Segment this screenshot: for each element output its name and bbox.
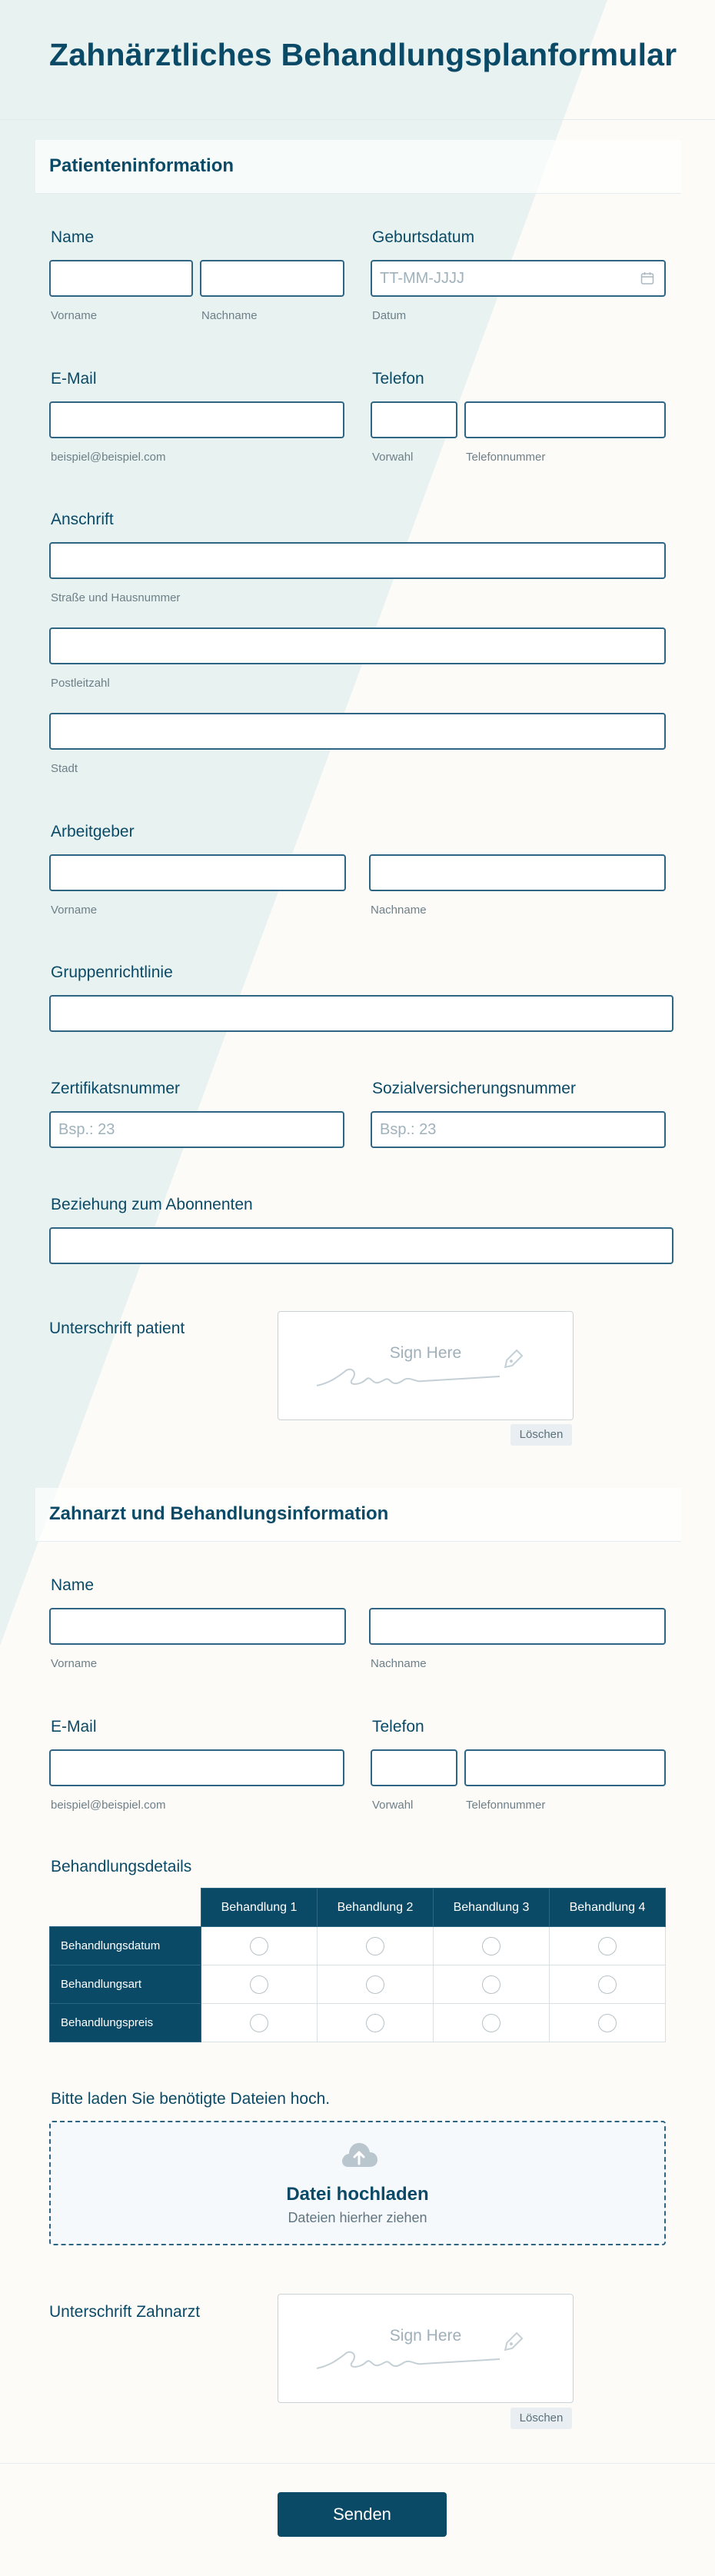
matrix-radio[interactable] bbox=[366, 1975, 384, 1994]
dentist-first-name-input[interactable] bbox=[49, 1608, 346, 1645]
table-row bbox=[50, 2004, 666, 2042]
dentist-signature-pad[interactable] bbox=[278, 2294, 574, 2403]
patient-last-name-sublabel: Nachname bbox=[201, 309, 258, 322]
patient-section-title: Patienteninformation bbox=[49, 155, 234, 176]
birthdate-sublabel: Datum bbox=[372, 309, 407, 322]
matrix-radio[interactable] bbox=[598, 1937, 617, 1955]
matrix-row-header: Behandlungsart bbox=[50, 1965, 201, 2004]
calendar-icon[interactable] bbox=[640, 271, 654, 285]
matrix-radio[interactable] bbox=[598, 2014, 617, 2032]
matrix-corner bbox=[50, 1889, 201, 1927]
dentist-email-input[interactable] bbox=[49, 1749, 344, 1786]
zip-input[interactable] bbox=[49, 627, 666, 664]
patient-email-sublabel: beispiel@beispiel.com bbox=[51, 451, 166, 464]
certificate-label: Zertifikatsnummer bbox=[51, 1080, 181, 1097]
patient-signature-pad[interactable] bbox=[278, 1311, 574, 1420]
patient-area-code-sublabel: Vorwahl bbox=[372, 451, 414, 464]
matrix-radio[interactable] bbox=[482, 2014, 500, 2032]
matrix-radio[interactable] bbox=[250, 2014, 268, 2032]
upload-title: Datei hochladen bbox=[286, 2184, 429, 2205]
dentist-phone-number-sublabel: Telefonnummer bbox=[466, 1799, 546, 1812]
patient-phone-number-input[interactable] bbox=[464, 401, 666, 438]
certificate-input[interactable] bbox=[49, 1111, 344, 1148]
group-policy-label: Gruppenrichtlinie bbox=[51, 964, 173, 981]
dentist-last-name-sublabel: Nachname bbox=[371, 1657, 427, 1670]
patient-email-input[interactable] bbox=[49, 401, 344, 438]
patient-section-header bbox=[35, 140, 681, 194]
matrix-radio[interactable] bbox=[366, 1937, 384, 1955]
matrix-radio[interactable] bbox=[482, 1975, 500, 1994]
matrix-row-header: Behandlungsdatum bbox=[50, 1927, 201, 1965]
address-label: Anschrift bbox=[51, 511, 114, 528]
dentist-email-sublabel: beispiel@beispiel.com bbox=[51, 1799, 166, 1812]
dentist-name-label: Name bbox=[51, 1576, 95, 1594]
upload-label: Bitte laden Sie benötigte Dateien hoch. bbox=[51, 2090, 331, 2108]
relationship-input[interactable] bbox=[49, 1227, 673, 1264]
upload-subtitle: Dateien hierher ziehen bbox=[288, 2210, 427, 2225]
cloud-upload-icon bbox=[339, 2139, 379, 2170]
patient-first-name-sublabel: Vorname bbox=[51, 309, 98, 322]
matrix-radio[interactable] bbox=[250, 1975, 268, 1994]
employer-first-name-input[interactable] bbox=[49, 854, 346, 891]
matrix-column-header: Behandlung 4 bbox=[550, 1889, 666, 1927]
dentist-first-name-sublabel: Vorname bbox=[51, 1657, 98, 1670]
matrix-column-header: Behandlung 1 bbox=[201, 1889, 318, 1927]
matrix-radio[interactable] bbox=[598, 1975, 617, 1994]
matrix-row-header: Behandlungspreis bbox=[50, 2004, 201, 2042]
patient-phone-number-sublabel: Telefonnummer bbox=[466, 451, 546, 464]
matrix-radio[interactable] bbox=[482, 1937, 500, 1955]
patient-signature-placeholder: Sign Here bbox=[389, 1344, 462, 1362]
employer-label: Arbeitgeber bbox=[51, 823, 135, 840]
patient-signature-clear-button[interactable]: Löschen bbox=[510, 1424, 572, 1446]
table-row bbox=[50, 1965, 666, 2004]
matrix-radio[interactable] bbox=[250, 1937, 268, 1955]
patient-first-name-input[interactable] bbox=[49, 260, 193, 297]
birthdate-label: Geburtsdatum bbox=[372, 228, 475, 246]
patient-email-label: E-Mail bbox=[51, 370, 97, 388]
matrix-column-header: Behandlung 2 bbox=[318, 1889, 434, 1927]
dentist-section-header bbox=[35, 1488, 681, 1542]
form-header bbox=[0, 0, 715, 120]
city-sublabel: Stadt bbox=[51, 762, 78, 775]
form-title: Zahnärztliches Behandlungsplanformular bbox=[49, 37, 677, 72]
street-sublabel: Straße und Hausnummer bbox=[51, 591, 181, 604]
patient-last-name-input[interactable] bbox=[200, 260, 344, 297]
pen-icon bbox=[315, 2325, 546, 2387]
patient-signature-label: Unterschrift patient bbox=[49, 1320, 185, 1337]
submit-button[interactable]: Senden bbox=[278, 2492, 447, 2537]
city-input[interactable] bbox=[49, 713, 666, 750]
patient-area-code-input[interactable] bbox=[371, 401, 457, 438]
matrix-column-header: Behandlung 3 bbox=[434, 1889, 550, 1927]
dentist-signature-label: Unterschrift Zahnarzt bbox=[49, 2303, 201, 2321]
table-row bbox=[50, 1927, 666, 1965]
treatment-matrix bbox=[49, 1888, 666, 2042]
patient-name-label: Name bbox=[51, 228, 95, 246]
dentist-email-label: E-Mail bbox=[51, 1718, 97, 1736]
patient-phone-label: Telefon bbox=[372, 370, 424, 388]
group-policy-input[interactable] bbox=[49, 995, 673, 1032]
dentist-area-code-input[interactable] bbox=[371, 1749, 457, 1786]
dentist-area-code-sublabel: Vorwahl bbox=[372, 1799, 414, 1812]
treatment-details-label: Behandlungsdetails bbox=[51, 1858, 192, 1875]
relationship-label: Beziehung zum Abonnenten bbox=[51, 1196, 253, 1213]
footer-divider bbox=[0, 2463, 715, 2464]
employer-first-name-sublabel: Vorname bbox=[51, 904, 98, 917]
street-input[interactable] bbox=[49, 542, 666, 579]
birthdate-input[interactable] bbox=[371, 260, 666, 297]
zip-sublabel: Postleitzahl bbox=[51, 677, 110, 690]
dentist-phone-number-input[interactable] bbox=[464, 1749, 666, 1786]
employer-last-name-sublabel: Nachname bbox=[371, 904, 427, 917]
dentist-signature-clear-button[interactable]: Löschen bbox=[510, 2408, 572, 2429]
dentist-last-name-input[interactable] bbox=[369, 1608, 666, 1645]
social-security-label: Sozialversicherungsnummer bbox=[372, 1080, 576, 1097]
matrix-radio[interactable] bbox=[366, 2014, 384, 2032]
pen-icon bbox=[315, 1343, 546, 1404]
dentist-signature-placeholder: Sign Here bbox=[389, 2327, 462, 2345]
file-upload-dropzone[interactable] bbox=[49, 2121, 666, 2245]
employer-last-name-input[interactable] bbox=[369, 854, 666, 891]
social-security-input[interactable] bbox=[371, 1111, 666, 1148]
dentist-phone-label: Telefon bbox=[372, 1718, 424, 1736]
dentist-section-title: Zahnarzt und Behandlungsinformation bbox=[49, 1503, 389, 1524]
